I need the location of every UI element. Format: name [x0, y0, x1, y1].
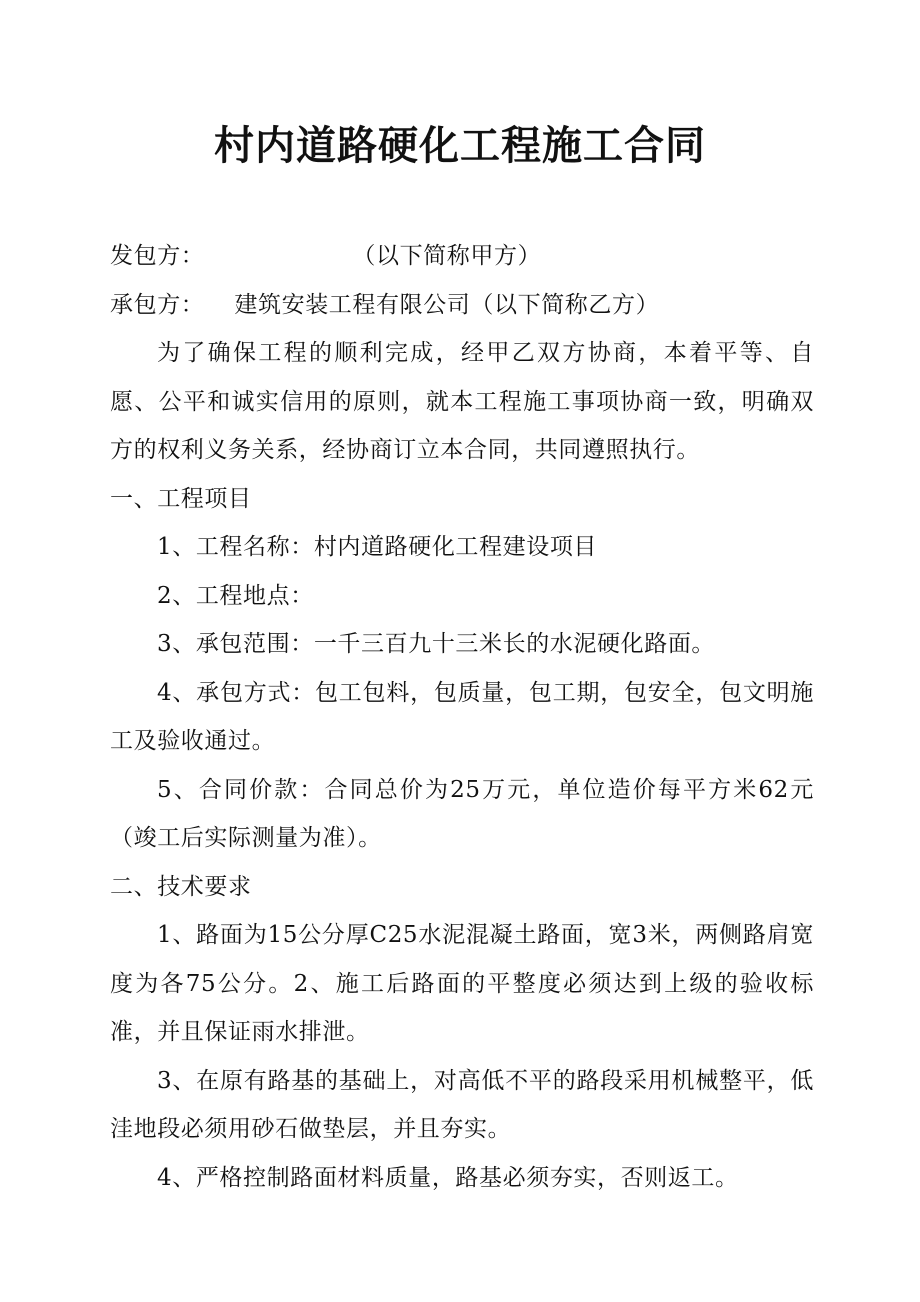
section1-item-scope: 3、承包范围：一千三百九十三米长的水泥硬化路面。 — [157, 631, 716, 657]
party-a-label: 发包方： — [110, 243, 205, 269]
section2-item-quality: 4、严格控制路面材料质量，路基必须夯实，否则返工。 — [157, 1164, 739, 1191]
document-title: 村内道路硬化工程施工合同 — [214, 123, 706, 169]
section2-heading: 二、技术要求 — [110, 873, 252, 900]
party-b-note: （以下简称乙方） — [470, 291, 660, 318]
section1-item-method: 4、承包方式：包工包料，包质量，包工期，包安全，包文明施工及验收通过。 — [110, 679, 814, 754]
section1-item-price: 5、合同价款：合同总价为25万元，单位造价每平方米62元（竣工后实际测量为准）。 — [110, 776, 814, 851]
section1-item-name: 1、工程名称：村内道路硬化工程建设项目 — [157, 534, 598, 560]
party-b-line — [110, 281, 814, 330]
section2-item-subgrade: 3、在原有路基的基础上，对高低不平的路段采用机械整平，低洼地段必须用砂石做垫层，并且夯实。 — [110, 1067, 814, 1142]
party-b-label: 承包方： — [110, 291, 205, 318]
party-b-name: 建筑安装工程有限公司 — [234, 291, 471, 318]
section1-item-location: 2、工程地点： — [157, 582, 314, 609]
preamble-paragraph: 为了确保工程的顺利完成，经甲乙双方协商，本着平等、自愿、公平和诚实信用的原则，就本工程施工事项协商一致，明确双方的权利义务关系，经协商订立本合同，共同遵照执行。 — [110, 340, 814, 463]
party-a-line — [110, 232, 814, 281]
party-a-note: （以下简称甲方） — [352, 243, 542, 269]
document-body — [110, 232, 814, 1202]
section2-item-pavement: 1、路面为15公分厚C25水泥混凝土路面，宽3米，两侧路肩宽度为各75公分。2、施工后路面的平整度必须达到上级的验收标准，并且保证雨水排泄。 — [110, 922, 814, 1045]
section1-heading: 一、工程项目 — [110, 485, 252, 512]
